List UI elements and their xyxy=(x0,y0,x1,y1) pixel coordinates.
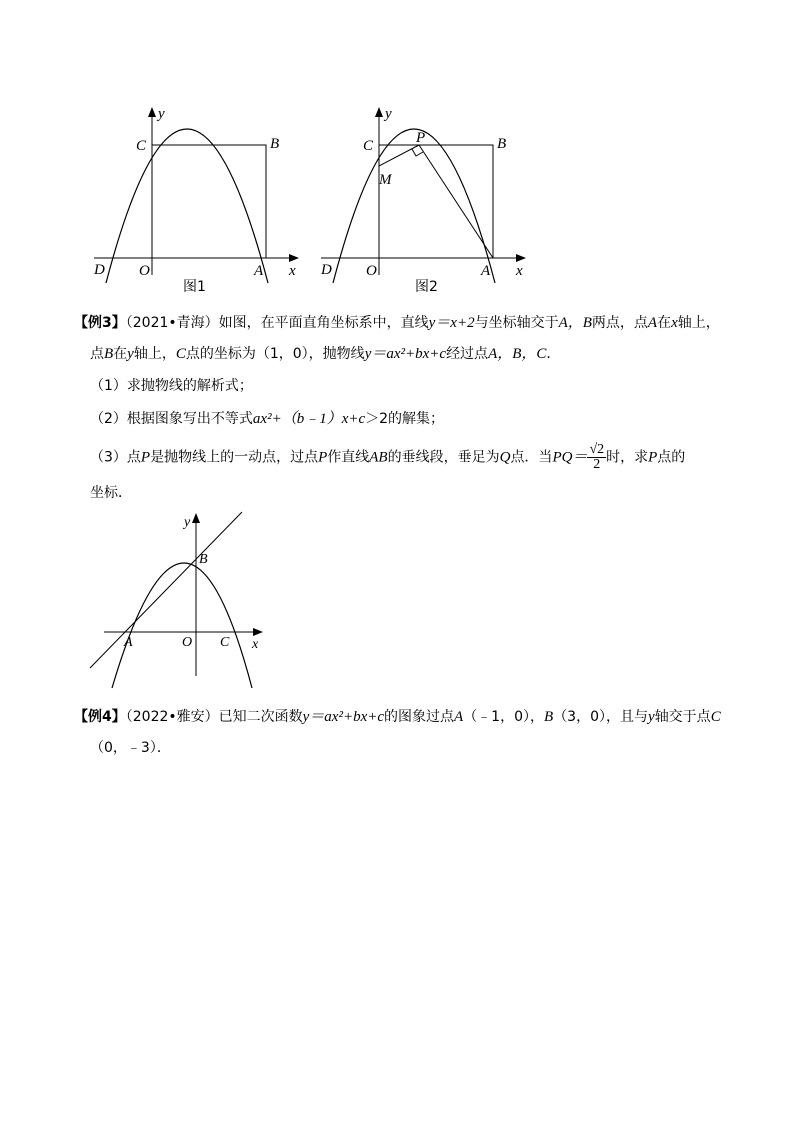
example-3-source: （2021•青海） xyxy=(125,315,219,331)
text: 在 xyxy=(657,315,672,331)
label-x: x xyxy=(516,263,523,279)
label-d: D xyxy=(321,262,332,278)
label-y: y xyxy=(385,106,392,122)
math: B xyxy=(104,346,114,362)
label-b: B xyxy=(199,552,208,567)
math: x xyxy=(671,315,678,331)
math: P xyxy=(648,449,658,466)
text: 是抛物线上的一动点，过点 xyxy=(150,449,319,466)
text: 时，求 xyxy=(606,449,649,466)
example-3-line-2 xyxy=(90,344,560,364)
figure-3 xyxy=(86,508,276,698)
example-3-question-2 xyxy=(90,409,444,429)
fraction-numerator: √2 xyxy=(589,442,605,457)
label-x: x xyxy=(289,263,296,279)
math: y＝ax²+bx+c xyxy=(302,709,385,725)
text: 点 xyxy=(90,346,104,362)
text: 点的 xyxy=(657,449,686,466)
label-c: C xyxy=(136,138,147,154)
label-b: B xyxy=(270,136,280,152)
label-o: O xyxy=(366,263,377,279)
text: 已知二次函数 xyxy=(218,709,303,725)
text: 经过点 xyxy=(446,346,489,362)
example-4-line-2 xyxy=(90,738,171,758)
label-a: A xyxy=(254,263,264,279)
math: AB xyxy=(369,449,388,466)
text: 如图，在平面直角坐标系中，直线 xyxy=(218,315,429,331)
example-3-question-3 xyxy=(90,443,685,472)
text: （3，0），且与 xyxy=(553,709,649,725)
text: 坐标． xyxy=(90,485,132,501)
fraction-denominator: 2 xyxy=(593,457,601,472)
figure-1-caption: 图1 xyxy=(183,279,206,295)
example-4-source: （2022•雅安） xyxy=(125,709,219,725)
parabola xyxy=(112,563,252,688)
label-b: B xyxy=(497,136,507,152)
label-x: x xyxy=(252,637,259,652)
rectangle-cb-a xyxy=(152,145,266,258)
text: 与坐标轴交于 xyxy=(474,315,559,331)
math: A xyxy=(647,315,658,331)
math: Q xyxy=(499,449,511,466)
text: （1）求抛物线的解析式； xyxy=(90,378,253,394)
math: y xyxy=(127,346,134,362)
text: 点．当 xyxy=(510,449,553,466)
label-o: O xyxy=(182,635,193,650)
text: 作直线 xyxy=(327,449,370,466)
text: 的垂线段，垂足为 xyxy=(387,449,500,466)
text: 在 xyxy=(113,346,128,362)
figure-2 xyxy=(315,100,535,300)
math: PQ＝ xyxy=(552,449,588,466)
text: 的图象过点 xyxy=(384,709,455,725)
text: 轴上， xyxy=(677,315,720,331)
rectangle-cb-a xyxy=(379,145,493,258)
label-o: O xyxy=(139,263,150,279)
math: P xyxy=(318,449,328,466)
label-p: P xyxy=(416,130,426,146)
example-4-tag: 【例4】 xyxy=(74,709,126,725)
label-d: D xyxy=(94,262,105,278)
text: （﹣1，0）， xyxy=(463,709,545,725)
fraction xyxy=(587,443,606,472)
label-y: y xyxy=(158,106,165,122)
math: B xyxy=(544,709,554,725)
math: y＝ax²+bx+c xyxy=(364,346,447,362)
math: y＝x+2 xyxy=(428,315,475,331)
text: ＞2的解集； xyxy=(365,411,445,427)
text: （0，﹣3）． xyxy=(90,740,171,756)
label-c: C xyxy=(363,138,374,154)
example-3-question-1 xyxy=(90,376,253,396)
label-a: A xyxy=(124,635,133,650)
segment-pa xyxy=(419,145,493,258)
math: C xyxy=(175,346,186,362)
text: 轴交于点 xyxy=(654,709,711,725)
text: 两点，点 xyxy=(591,315,648,331)
example-4-line-1 xyxy=(74,707,721,727)
parabola xyxy=(106,129,268,283)
example-3-tag: 【例3】 xyxy=(74,315,126,331)
figure-1 xyxy=(88,100,308,300)
text: ． xyxy=(546,346,561,362)
label-a: A xyxy=(481,263,491,279)
text: 点的坐标为（1，0），抛物线 xyxy=(185,346,365,362)
math: C xyxy=(710,709,721,725)
right-angle-mark xyxy=(412,149,423,156)
figure-2-caption: 图2 xyxy=(415,279,438,295)
label-m: M xyxy=(379,172,392,188)
example-3-line-end xyxy=(90,483,132,503)
math: A xyxy=(454,709,464,725)
math: A，B，C xyxy=(488,346,547,362)
math: A，B xyxy=(558,315,592,331)
text: 轴上， xyxy=(133,346,176,362)
example-3-line-1 xyxy=(74,313,720,333)
text: （2）根据图象写出不等式 xyxy=(90,411,253,427)
math: P xyxy=(140,449,151,466)
label-c: C xyxy=(220,635,230,650)
text: （3）点 xyxy=(90,449,141,466)
math: y xyxy=(648,709,655,725)
math: ax²+（b﹣1）x+c xyxy=(252,411,366,427)
label-y: y xyxy=(184,515,191,530)
